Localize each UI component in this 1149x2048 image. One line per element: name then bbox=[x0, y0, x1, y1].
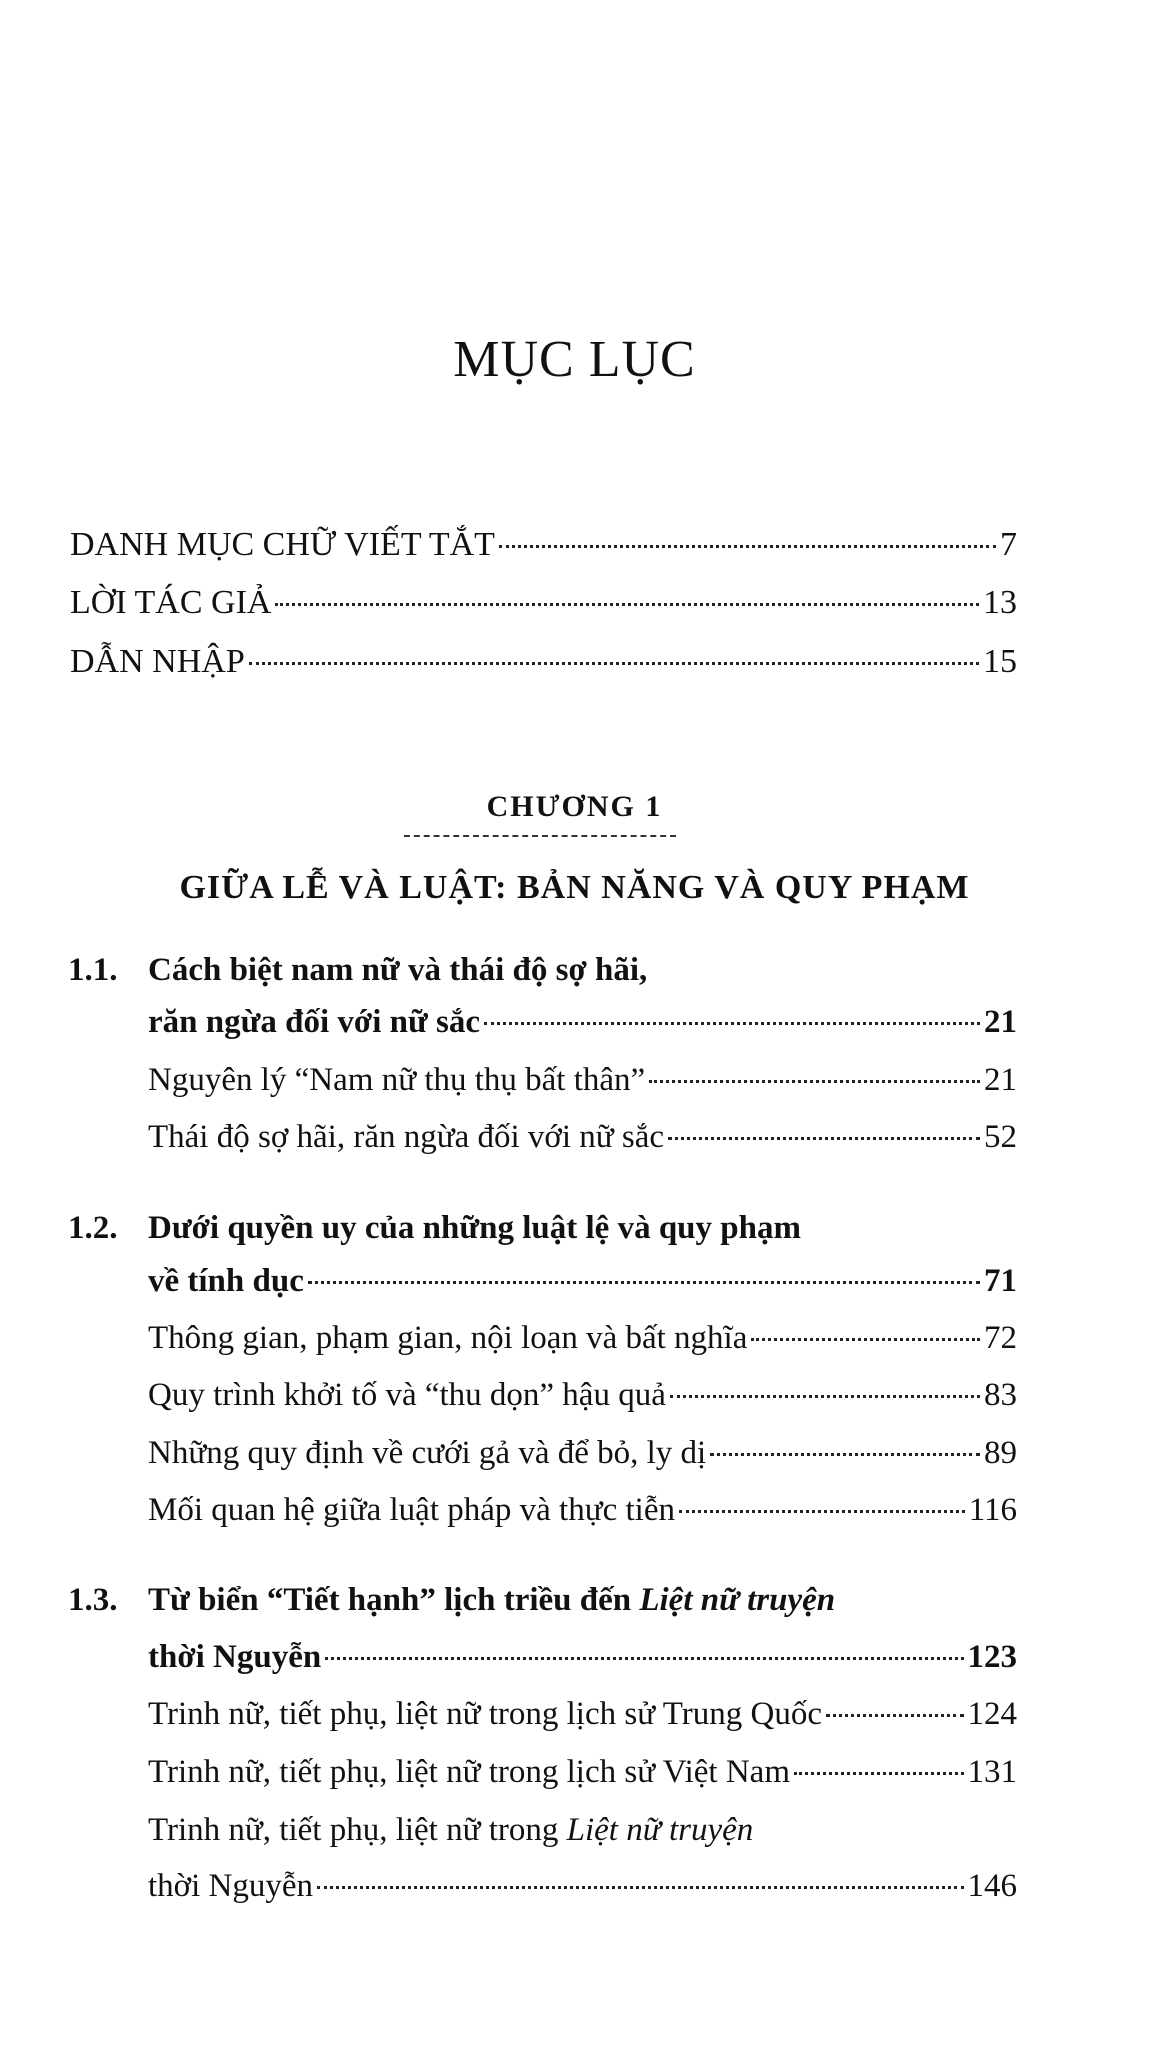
section-title-line2: về tính dục bbox=[148, 1263, 304, 1299]
toc-entry-page: 131 bbox=[967, 1754, 1017, 1790]
subsection-title-italic: Liệt nữ truyện bbox=[566, 1812, 754, 1848]
section-number: 1.3. bbox=[68, 1582, 118, 1618]
dot-leader bbox=[710, 1453, 980, 1456]
subsection-title: Trinh nữ, tiết phụ, liệt nữ trong lịch sử Trung Quốc bbox=[148, 1696, 822, 1732]
toc-entry-page: 89 bbox=[984, 1435, 1017, 1471]
dot-leader bbox=[499, 545, 996, 548]
dot-leader bbox=[794, 1772, 964, 1775]
toc-entry-title: DẪN NHẬP bbox=[70, 643, 245, 680]
toc-entry-subsection[interactable] bbox=[148, 1866, 1017, 1906]
toc-entry-page: 123 bbox=[967, 1639, 1017, 1675]
subsection-title-line1[interactable] bbox=[148, 1810, 753, 1850]
toc-entry-page: 21 bbox=[984, 1062, 1017, 1098]
toc-entry-page: 15 bbox=[983, 643, 1017, 680]
toc-entry-subsection[interactable] bbox=[148, 1060, 1017, 1100]
section-number: 1.1. bbox=[68, 952, 118, 988]
dot-leader bbox=[679, 1510, 965, 1513]
toc-entry-page: 13 bbox=[983, 584, 1017, 621]
subsection-title: Quy trình khởi tố và “thu dọn” hậu quả bbox=[148, 1377, 666, 1413]
toc-entry-section-1-1[interactable] bbox=[148, 1002, 1017, 1042]
toc-entry-subsection[interactable] bbox=[148, 1117, 1017, 1157]
subsection-title: Thông gian, phạm gian, nội loạn và bất nghĩa bbox=[148, 1320, 748, 1356]
section-title-italic: Liệt nữ truyện bbox=[639, 1582, 836, 1618]
toc-entry-author-note[interactable] bbox=[70, 583, 1017, 623]
toc-entry-page: 124 bbox=[967, 1696, 1017, 1732]
section-title-line2: thời Nguyễn bbox=[148, 1639, 322, 1675]
page-title: MỤC LỤC bbox=[453, 331, 696, 388]
chapter-title: GIỮA LỄ VÀ LUẬT: BẢN NĂNG VÀ QUY PHẠM bbox=[179, 869, 970, 906]
toc-entry-abbreviations[interactable] bbox=[70, 525, 1017, 565]
toc-entry-subsection[interactable] bbox=[148, 1490, 1017, 1530]
dot-leader bbox=[249, 662, 979, 665]
toc-entry-page: 83 bbox=[984, 1377, 1017, 1413]
chapter-divider bbox=[404, 835, 676, 837]
subsection-title: Những quy định về cưới gả và để bỏ, ly dị bbox=[148, 1435, 707, 1471]
toc-entry-page: 21 bbox=[984, 1004, 1017, 1040]
dot-leader bbox=[325, 1657, 963, 1660]
section-title-line1[interactable] bbox=[148, 1580, 835, 1620]
dot-leader bbox=[275, 603, 979, 606]
section-number: 1.2. bbox=[68, 1210, 118, 1246]
toc-entry-title: LỜI TÁC GIẢ bbox=[70, 584, 272, 621]
toc-entry-subsection[interactable] bbox=[148, 1752, 1017, 1792]
subsection-title: Nguyên lý “Nam nữ thụ thụ bất thân” bbox=[148, 1062, 646, 1098]
subsection-title: Mối quan hệ giữa luật pháp và thực tiễn bbox=[148, 1492, 675, 1528]
toc-entry-section-1-2[interactable] bbox=[148, 1261, 1017, 1301]
chapter-label: CHƯƠNG 1 bbox=[486, 790, 663, 823]
subsection-title: Thái độ sợ hãi, răn ngừa đối với nữ sắc bbox=[148, 1119, 665, 1155]
dot-leader bbox=[484, 1022, 980, 1025]
dot-leader bbox=[751, 1338, 980, 1341]
toc-entry-section-1-3[interactable] bbox=[148, 1637, 1017, 1677]
toc-entry-page: 72 bbox=[984, 1320, 1017, 1356]
subsection-title-text: Trinh nữ, tiết phụ, liệt nữ trong bbox=[148, 1812, 567, 1848]
toc-entry-subsection[interactable] bbox=[148, 1375, 1017, 1415]
subsection-title-line2: thời Nguyễn bbox=[148, 1868, 314, 1904]
dot-leader bbox=[317, 1886, 963, 1889]
toc-entry-introduction[interactable] bbox=[70, 642, 1017, 682]
dot-leader bbox=[668, 1137, 980, 1140]
subsection-title: Trinh nữ, tiết phụ, liệt nữ trong lịch sử Việt Nam bbox=[148, 1754, 790, 1790]
toc-entry-subsection[interactable] bbox=[148, 1694, 1017, 1734]
toc-entry-page: 71 bbox=[984, 1263, 1017, 1299]
dot-leader bbox=[670, 1395, 980, 1398]
toc-entry-subsection[interactable] bbox=[148, 1433, 1017, 1473]
section-title-line1[interactable]: Cách biệt nam nữ và thái độ sợ hãi, bbox=[148, 952, 648, 988]
toc-entry-page: 146 bbox=[967, 1868, 1017, 1904]
section-title-line2: răn ngừa đối với nữ sắc bbox=[148, 1004, 481, 1040]
toc-entry-title: DANH MỤC CHỮ VIẾT TẮT bbox=[70, 526, 495, 563]
section-title-line1[interactable]: Dưới quyền uy của những luật lệ và quy phạm bbox=[148, 1210, 801, 1246]
section-title-text: Từ biển “Tiết hạnh” lịch triều đến bbox=[148, 1582, 640, 1618]
toc-entry-page: 7 bbox=[1000, 526, 1017, 563]
dot-leader bbox=[308, 1281, 980, 1284]
toc-entry-page: 52 bbox=[984, 1119, 1017, 1155]
dot-leader bbox=[826, 1714, 964, 1717]
toc-entry-page: 116 bbox=[968, 1492, 1017, 1528]
toc-entry-subsection[interactable] bbox=[148, 1318, 1017, 1358]
dot-leader bbox=[649, 1080, 980, 1083]
